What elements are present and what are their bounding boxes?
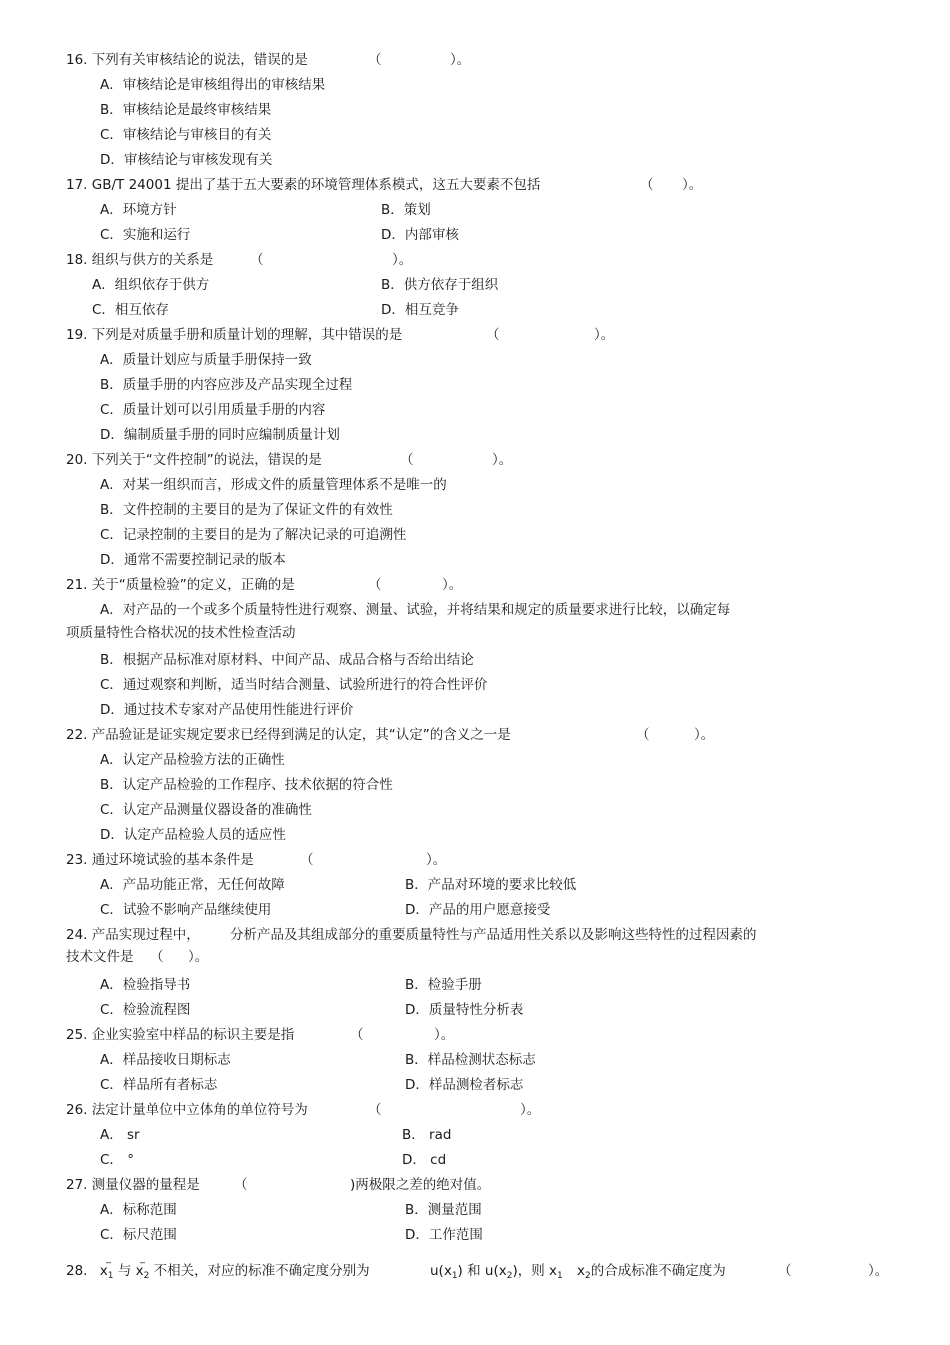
option-d: D．审核结论与审核发现有关 — [100, 152, 273, 168]
overbar-mark: _ — [140, 1253, 145, 1264]
question-number: 23. — [66, 852, 88, 868]
option-d: D． cd — [402, 1152, 447, 1168]
answer-paren-close: ）。 — [188, 949, 209, 965]
option-c: C．质量计划可以引用质量手册的内容 — [100, 402, 326, 418]
question-number: 16. — [66, 52, 88, 68]
answer-paren-open: （ — [486, 327, 500, 343]
option-d: D．通常不需要控制记录的版本 — [100, 552, 286, 568]
option-b: B．检验手册 — [405, 977, 482, 993]
variable-x2: x — [135, 1263, 144, 1279]
answer-paren-close: ）。 — [594, 327, 615, 343]
answer-paren-open: （ — [640, 177, 654, 193]
option-a: A． sr — [100, 1127, 140, 1143]
question-19 — [66, 326, 402, 344]
question-stem: 下列有关审核结论的说法，错误的是 — [91, 52, 308, 68]
answer-paren-close: )两极限之差的绝对值。 — [350, 1177, 491, 1193]
option-b: B． rad — [402, 1127, 452, 1143]
option-d: D．样品测检者标志 — [405, 1077, 524, 1093]
question-stem: 测量仪器的量程是 — [91, 1177, 200, 1193]
option-c: C．样品所有者标志 — [100, 1077, 218, 1093]
subscript: 2 — [143, 1271, 150, 1281]
answer-paren-open: （ — [234, 1177, 248, 1193]
question-number: 21. — [66, 577, 88, 593]
option-b: B．根据产品标准对原材料、中间产品、成品合格与否给出结论 — [100, 652, 474, 668]
option-b: B．供方依存于组织 — [381, 277, 499, 293]
question-number: 20. — [66, 452, 88, 468]
question-number: 22. — [66, 727, 88, 743]
answer-paren-open: （ — [368, 52, 382, 68]
option-c: C．实施和运行 — [100, 227, 191, 243]
question-number: 28. — [66, 1263, 88, 1279]
uncertainty-expression: $u(x_1)$ 和 $u(x_2)$，则 $x_1$ $x_2$的合成标准不确定度为 — [430, 1263, 726, 1281]
option-d: D．相互竞争 — [381, 302, 459, 318]
option-d: D．编制质量手册的同时应编制质量计划 — [100, 427, 340, 443]
option-a: A．认定产品检验方法的正确性 — [100, 752, 285, 768]
question-number: 27. — [66, 1177, 88, 1193]
answer-paren-close: ）。 — [694, 727, 715, 743]
answer-paren-close: ）。 — [520, 1102, 541, 1118]
option-a-continued: 项质量特性合格状况的技术性检查活动 — [66, 625, 296, 641]
option-c: C．相互依存 — [92, 302, 169, 318]
option-c: C．审核结论与审核目的有关 — [100, 127, 272, 143]
option-a: A．对产品的一个或多个质量特性进行观察、测量、试验，并将结果和规定的质量要求进行比较，以确定每 — [100, 602, 731, 618]
question-number: 24. — [66, 927, 88, 943]
question-stem: 组织与供方的关系是 — [91, 252, 214, 268]
question-stem: 下列关于“文件控制”的说法，错误的是 — [91, 452, 322, 468]
question-25 — [66, 1026, 294, 1044]
question-22 — [66, 726, 511, 744]
option-a: A．标称范围 — [100, 1202, 177, 1218]
option-b: B．策划 — [381, 202, 431, 218]
option-d: D．质量特性分析表 — [405, 1002, 524, 1018]
question-27 — [66, 1176, 200, 1194]
connector-text: 与 — [117, 1263, 132, 1279]
answer-paren-close: ）。 — [442, 577, 463, 593]
option-d: D．产品的用户愿意接受 — [405, 902, 551, 918]
option-c: C．记录控制的主要目的是为了解决记录的可追溯性 — [100, 527, 407, 543]
question-stem: 不相关，对应的标准不确定度分别为 — [153, 1263, 370, 1279]
answer-paren-open: （ — [400, 452, 414, 468]
question-24 — [66, 926, 200, 944]
option-a: A．检验指导书 — [100, 977, 191, 993]
answer-paren-close: ）。 — [434, 1027, 455, 1043]
answer-paren-close: ）。 — [682, 177, 703, 193]
option-d: D．通过技术专家对产品使用性能进行评价 — [100, 702, 354, 718]
option-b: B．产品对环境的要求比较低 — [405, 877, 577, 893]
option-c: C．通过观察和判断，适当时结合测量、试验所进行的符合性评价 — [100, 677, 488, 693]
answer-paren-open: （ — [778, 1263, 792, 1279]
option-a: A．样品接收日期标志 — [100, 1052, 231, 1068]
option-c: C．认定产品测量仪器设备的准确性 — [100, 802, 312, 818]
answer-paren-open: （ — [368, 577, 382, 593]
question-number: 18. — [66, 252, 88, 268]
option-b: B．文件控制的主要目的是为了保证文件的有效性 — [100, 502, 393, 518]
answer-paren-open: （ — [350, 1027, 364, 1043]
subscript: 1 — [107, 1271, 114, 1281]
option-b: B．质量手册的内容应涉及产品实现全过程 — [100, 377, 353, 393]
option-b: B．测量范围 — [405, 1202, 482, 1218]
question-20 — [66, 451, 322, 469]
option-c: C．试验不影响产品继续使用 — [100, 902, 272, 918]
option-a: A．环境方针 — [100, 202, 177, 218]
question-26 — [66, 1101, 308, 1119]
question-stem-continued: 分析产品及其组成部分的重要质量特性与产品适用性关系以及影响这些特性的过程因素的 — [230, 927, 757, 943]
option-a: A．审核结论是审核组得出的审核结果 — [100, 77, 326, 93]
answer-paren-close: ）。 — [392, 252, 413, 268]
question-stem: 下列是对质量手册和质量计划的理解，其中错误的是 — [91, 327, 403, 343]
question-number: 25. — [66, 1027, 88, 1043]
option-a: A．质量计划应与质量手册保持一致 — [100, 352, 312, 368]
variable-x1: x — [99, 1263, 108, 1279]
question-stem: 产品实现过程中， — [91, 927, 200, 943]
option-a: A．组织依存于供方 — [92, 277, 210, 293]
answer-paren-open: （ — [150, 949, 164, 965]
question-28 — [66, 1262, 370, 1282]
question-number: 19. — [66, 327, 88, 343]
question-23 — [66, 851, 254, 869]
option-c: C． ° — [100, 1152, 134, 1168]
answer-paren-close: ）。 — [492, 452, 513, 468]
overbar-mark: _ — [106, 1253, 111, 1264]
question-stem: GB/T 24001 提出了基于五大要素的环境管理体系模式，这五大要素不包括 — [91, 177, 541, 193]
answer-paren-open: （ — [250, 252, 264, 268]
answer-paren-close: ）。 — [450, 52, 471, 68]
question-16 — [66, 51, 308, 69]
option-d: D．认定产品检验人员的适应性 — [100, 827, 286, 843]
option-c: C．标尺范围 — [100, 1227, 177, 1243]
option-a: A．产品功能正常，无任何故障 — [100, 877, 285, 893]
question-number: 26. — [66, 1102, 88, 1118]
option-a: A．对某一组织而言，形成文件的质量管理体系不是唯一的 — [100, 477, 447, 493]
answer-paren-open: （ — [636, 727, 650, 743]
question-stem: 法定计量单位中立体角的单位符号为 — [91, 1102, 308, 1118]
question-17 — [66, 176, 540, 194]
answer-paren-open: （ — [368, 1102, 382, 1118]
answer-paren-open: （ — [300, 852, 314, 868]
option-c: C．检验流程图 — [100, 1002, 191, 1018]
option-b: B．审核结论是最终审核结果 — [100, 102, 272, 118]
answer-paren-close: ）。 — [868, 1263, 889, 1279]
question-21 — [66, 576, 295, 594]
question-stem-end: 的合成标准不确定度为 — [590, 1263, 726, 1279]
question-stem: 通过环境试验的基本条件是 — [91, 852, 254, 868]
question-stem: 关于“质量检验”的定义，正确的是 — [91, 577, 295, 593]
option-b: B．样品检测状态标志 — [405, 1052, 536, 1068]
question-stem: 企业实验室中样品的标识主要是指 — [91, 1027, 295, 1043]
answer-paren-close: ）。 — [426, 852, 447, 868]
option-d: D．内部审核 — [381, 227, 459, 243]
option-d: D．工作范围 — [405, 1227, 483, 1243]
question-stem-line-2: 技术文件是 — [66, 949, 134, 965]
question-stem: 产品验证是证实规定要求已经得到满足的认定，其“认定”的含义之一是 — [91, 727, 511, 743]
question-18 — [66, 251, 213, 269]
question-number: 17. — [66, 177, 88, 193]
option-b: B．认定产品检验的工作程序、技术依据的符合性 — [100, 777, 393, 793]
